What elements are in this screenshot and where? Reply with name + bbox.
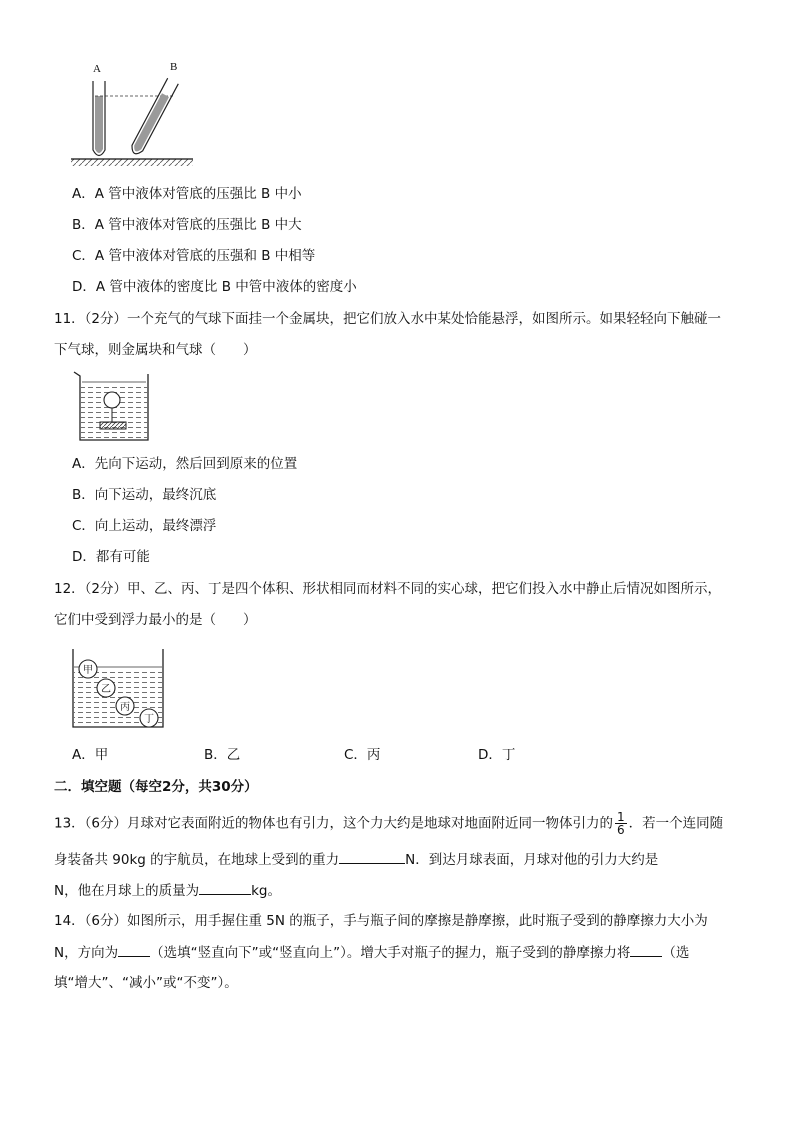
- q14-line3: 填“增大”、“减小”或“不变”）。: [54, 975, 238, 991]
- blank-friction-change[interactable]: [630, 942, 662, 957]
- tube-a: [93, 81, 105, 156]
- svg-text:丁: 丁: [144, 714, 154, 725]
- tube-a-label: A: [93, 63, 101, 75]
- q12-option-a: A．甲: [72, 747, 109, 763]
- ball-yi: [97, 679, 115, 697]
- q11-option-d: D．都有可能: [72, 549, 150, 565]
- q12-option-d: D．丁: [478, 747, 516, 763]
- q10-option-b: B．A 管中液体对管底的压强比 B 中大: [72, 217, 302, 233]
- blank-direction[interactable]: [118, 942, 150, 957]
- q14-line1: 14．（6分）如图所示，用手握住重 5N 的瓶子，手与瓶子间的摩擦是静摩擦，此时瓶子受到的静摩擦力大小为: [54, 913, 708, 929]
- q10-option-c: C．A 管中液体对管底的压强和 B 中相等: [72, 248, 316, 264]
- ground-hatch: [71, 159, 193, 166]
- q12-stem-line1: 12．（2分）甲、乙、丙、丁是四个体积、形状相同而材料不同的实心球，把它们投入水中静止后情况如图所示，: [54, 581, 722, 597]
- svg-text:甲: 甲: [83, 665, 93, 676]
- q12-option-b: B．乙: [204, 747, 241, 763]
- q12-stem-line2: 它们中受到浮力最小的是（ ）: [54, 612, 257, 628]
- tube-b-label: B: [170, 61, 178, 73]
- q12-option-c: C．丙: [344, 747, 381, 763]
- fraction-one-sixth: $\frac{1}{6}$: [617, 810, 625, 837]
- q11-stem-line2: 下气球，则金属块和气球（ ）: [54, 342, 257, 358]
- q11-option-b: B．向下运动，最终沉底: [72, 487, 217, 503]
- q11-stem-line1: 11．（2分）一个充气的气球下面挂一个金属块，把它们放入水中某处恰能悬浮，如图所示。如果轻轻向下触碰一: [54, 311, 722, 327]
- q13-line1: 13．（6分）月球对它表面附近的物体也有引力，这个力大约是地球对地面附近同一物体引力的 $\frac{1}{6}$ ．若一个连同随: [54, 810, 724, 837]
- blank-moon-mass[interactable]: [199, 880, 251, 895]
- svg-text:乙: 乙: [101, 684, 111, 695]
- q11-option-a: A．先向下运动，然后回到原来的位置: [72, 456, 298, 472]
- tube-b: [129, 78, 178, 156]
- q10-option-d: D．A 管中液体的密度比 B 中管中液体的密度小: [72, 279, 357, 295]
- q14-line2: N，方向为 （选填“竖直向下”或“竖直向上”）。增大手对瓶子的握力，瓶子受到的静摩擦力将 （选: [54, 942, 754, 963]
- metal-block: [100, 422, 126, 429]
- water: [81, 383, 147, 439]
- balls-in-water-figure: [70, 645, 170, 733]
- test-tubes-figure: [70, 55, 200, 170]
- svg-text:丙: 丙: [120, 702, 130, 713]
- q13-line3: N，他在月球上的质量为 kg。: [54, 880, 754, 901]
- q10-option-a: A．A 管中液体对管底的压强比 B 中小: [72, 186, 302, 202]
- beaker-balloon-figure: [72, 370, 152, 444]
- q13-line2: 身装备共 90kg 的宇航员，在地球上受到的重力 N．到达月球表面，月球对他的引力大约是: [54, 849, 754, 870]
- q11-option-c: C．向上运动，最终漂浮: [72, 518, 217, 534]
- ball-bing: [116, 697, 134, 715]
- section-title: 二．填空题（每空2分，共30分）: [54, 779, 258, 795]
- blank-earth-gravity[interactable]: [339, 849, 405, 864]
- ball-jia: [79, 660, 97, 678]
- balloon: [104, 392, 120, 408]
- ball-ding: [140, 709, 158, 727]
